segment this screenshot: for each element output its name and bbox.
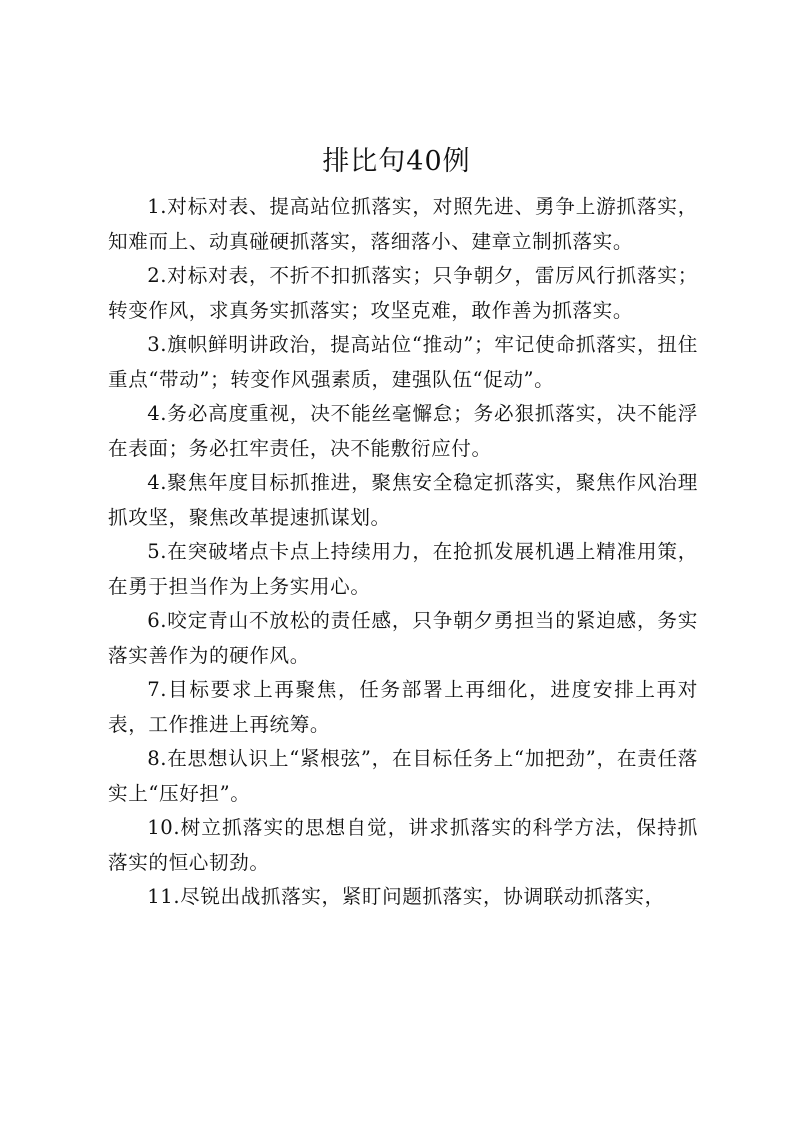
paragraph: 10.树立抓落实的思想自觉，讲求抓落实的科学方法，保持抓落实的恒心韧劲。 [108,816,698,874]
paragraph: 11.尽锐出战抓落实，紧盯问题抓落实，协调联动抓落实， [147,885,665,908]
paragraph: 5.在突破堵点卡点上持续用力，在抢抓发展机遇上精准用策，在勇于担当作为上务实用心。 [108,540,698,598]
paragraph: 3.旗帜鲜明讲政治，提高站位“推动”；牢记使命抓落实，扭住重点“带动”；转变作风强素质，建强队伍“促动”。 [108,333,698,391]
paragraph: 1.对标对表、提高站位抓落实，对照先进、勇争上游抓落实，知难而上、动真碰硬抓落实，落细落小、建章立制抓落实。 [108,195,698,253]
document-body [108,190,698,915]
paragraph: 2.对标对表，不折不扣抓落实；只争朝夕，雷厉风行抓落实；转变作风，求真务实抓落实；攻坚克难，敢作善为抓落实。 [108,264,698,322]
paragraph: 4.聚焦年度目标抓推进，聚焦安全稳定抓落实，聚焦作风治理抓攻坚，聚焦改革提速抓谋划。 [108,471,698,529]
paragraph: 4.务必高度重视，决不能丝毫懈怠；务必狠抓落实，决不能浮在表面；务必扛牢责任，决不能敷衍应付。 [108,402,698,460]
paragraph: 8.在思想认识上“紧根弦”，在目标任务上“加把劲”，在责任落实上“压好担”。 [108,747,698,805]
paragraph: 7.目标要求上再聚焦，任务部署上再细化，进度安排上再对表，工作推进上再统筹。 [108,678,698,736]
document-title: 排比句40例 [322,146,471,177]
paragraph: 6.咬定青山不放松的责任感，只争朝夕勇担当的紧迫感，务实落实善作为的硬作风。 [108,609,698,667]
